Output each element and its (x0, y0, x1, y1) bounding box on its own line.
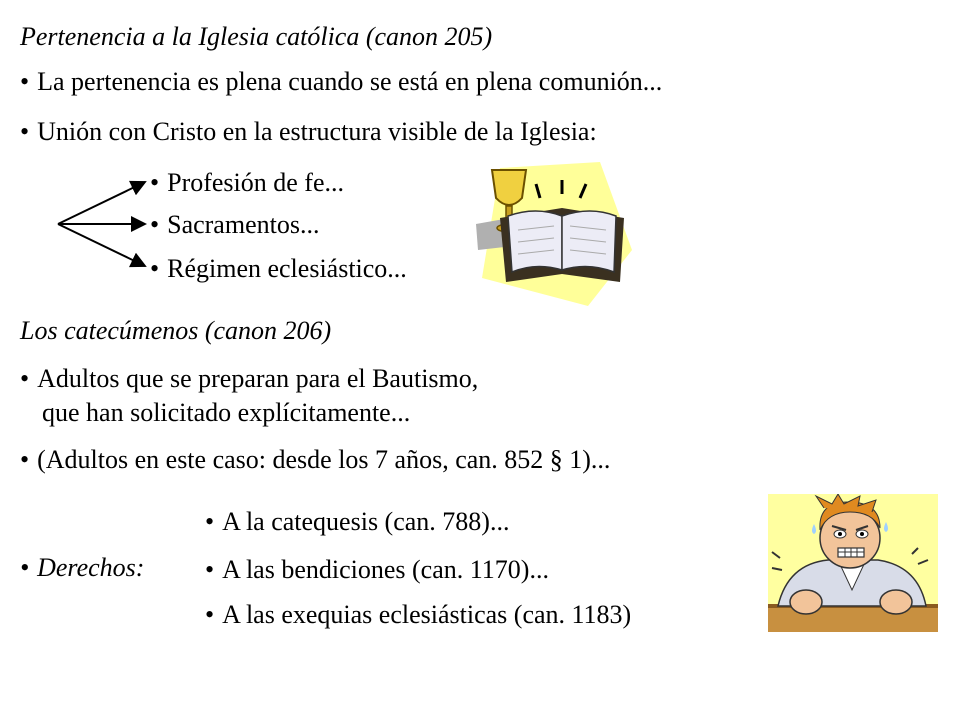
section1-title: Pertenencia a la Iglesia católica (canon 205) (20, 22, 493, 51)
right-blessings: • A las bendiciones (can. 1170)... (205, 555, 549, 585)
sub-bullet-regime: • Régimen eclesiástico... (150, 254, 407, 284)
sub-bullet-sacraments: • Sacramentos... (150, 210, 319, 240)
sub-bullet-faith: • Profesión de fe... (150, 168, 344, 198)
chalice-and-open-book-icon (470, 158, 635, 308)
bullet-catechumens-line1: • Adultos que se preparan para el Bautismo, (20, 364, 478, 394)
rights-label: • Derechos: (20, 553, 144, 583)
section2-title: Los catecúmenos (canon 206) (20, 316, 332, 345)
bullet-union: • Unión con Cristo en la estructura visible de la Iglesia: (20, 117, 597, 147)
frustrated-man-icon (768, 494, 938, 632)
bullet-adults-age: • (Adultos en este caso: desde los 7 años, can. 852 § 1)... (20, 445, 610, 475)
right-catechesis: • A la catequesis (can. 788)... (205, 507, 509, 537)
right-funerals: • A las exequias eclesiásticas (can. 1183) (205, 600, 631, 630)
bullet-membership: • La pertenencia es plena cuando se está en plena comunión... (20, 67, 662, 97)
bullet-catechumens-line2: que han solicitado explícitamente... (42, 398, 411, 427)
